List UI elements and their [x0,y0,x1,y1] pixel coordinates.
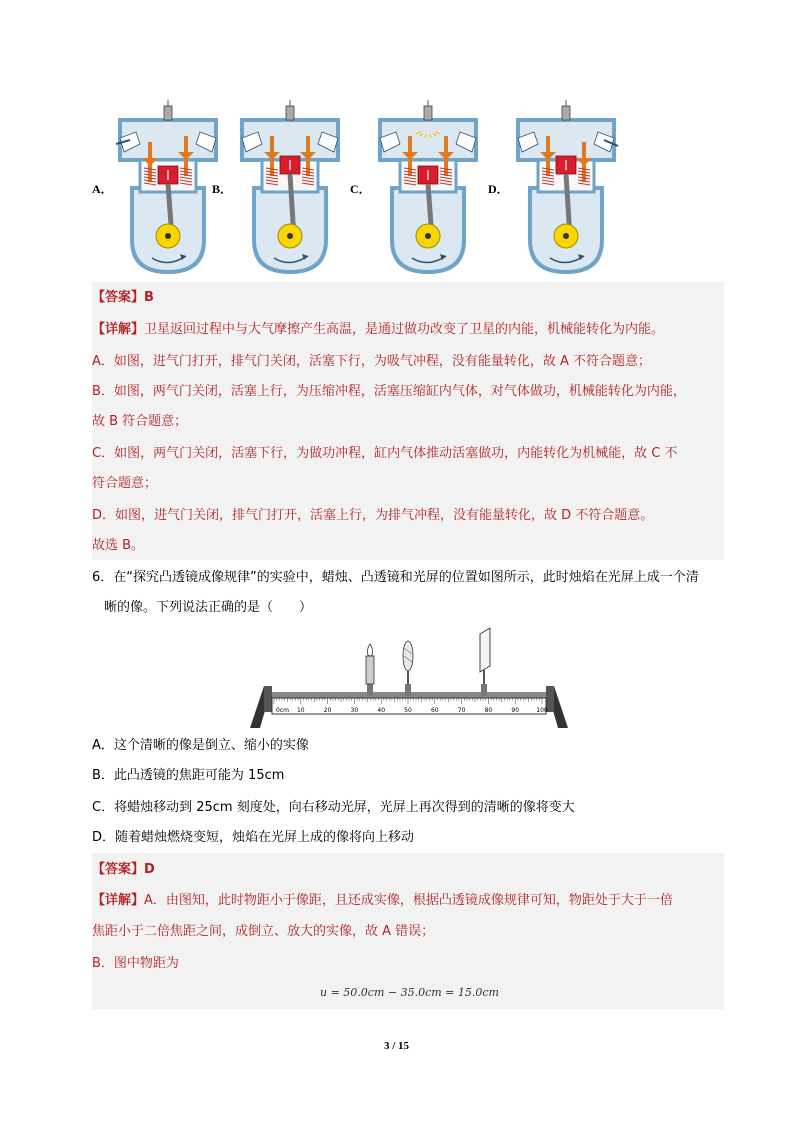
option-d: D．随着蜡烛燃烧变短，烛焰在光屏上成的像将向上移动 [92,830,415,845]
optical-bench-diagram [250,626,570,730]
engine-label-d: D． [488,182,509,196]
detail-c: C．如图，两气门关闭，活塞下行，为做功冲程，缸内气体推动活塞做功，内能转化为机械能，故 C 不 [92,446,678,461]
ruler-label: 70 [457,707,466,714]
ruler-label: 80 [484,707,493,714]
detail-text: A．由图知，此时物距小于像距，且还成实像，根据凸透镜成像规律可知，物距处于大于一倍 [144,893,673,908]
ruler-label: 30 [350,707,359,714]
ruler-label: 100 [536,707,548,714]
ruler-label: 60 [430,707,439,714]
detail-text: 卫星返回过程中与大气摩擦产生高温，是通过做功改变了卫星的内能，机械能转化为内能。 [144,322,665,337]
ruler-label: 20 [323,707,332,714]
ruler-label: 0cm [276,707,289,714]
detail-tag: 【详解】 [92,322,145,337]
answer-value: B [144,290,154,305]
answer-value: D [144,862,155,877]
detail-a: A．如图，进气门打开，排气门关闭，活塞下行，为吸气冲程，没有能量转化，故 A 不符合题意； [92,354,652,369]
ruler-label: 10 [296,707,305,714]
formula-object-distance: u = 50.0cm − 35.0cm = 15.0cm [320,986,499,999]
engine-diagram-b [234,100,346,275]
answer-tag: 【答案】 [92,862,145,877]
page-number: 3 / 15 [383,1040,410,1052]
question-6-stem-cont: 晰的像。下列说法正确的是（ ） [104,600,313,615]
optical-bench-svg [250,626,570,730]
engine-option-b [212,100,350,280]
answer-tag: 【答案】 [92,290,145,305]
engine-option-a [92,100,233,280]
convex-lens [403,641,413,696]
detail-b-cont: 故 B 符合题意； [92,414,188,429]
option-c: C．将蜡烛移动到 25cm 刻度处，向右移动光屏，光屏上再次得到的清晰的像将变大 [92,800,575,815]
ruler-label: 40 [377,707,386,714]
answer-line-q6 [92,860,155,880]
engine-label-a: A． [92,182,113,196]
engine-diagram-a [112,100,224,275]
answer-line-q5 [92,288,154,308]
light-screen [480,628,490,696]
left-end-block [264,686,272,712]
detail-c-cont: 符合题意； [92,476,158,491]
engine-diagrams [92,100,732,280]
detail-conclusion: 故选 B。 [92,538,145,553]
detail-b: B．如图，两气门关闭，活塞上行，为压缩冲程，活塞压缩缸内气体，对气体做功，机械能转化为内能， [92,384,686,399]
detail-line-q6 [92,891,673,911]
ruler-label: 90 [511,707,520,714]
detail-tag: 【详解】 [92,893,145,908]
candle [366,644,374,696]
detail-line-q6-3: B．图中物距为 [92,956,179,971]
detail-line-q6-2: 焦距小于二倍焦距之间，成倒立、放大的实像，故 A 错误； [92,924,435,939]
detail-d: D．如图，进气门关闭，排气门打开，活塞上行，为排气冲程，没有能量转化，故 D 不符合题意。 [92,508,654,523]
option-b: B．此凸透镜的焦距可能为 15cm [92,768,285,783]
engine-option-c [350,100,488,280]
engine-diagram-d [510,100,622,275]
option-a: A．这个清晰的像是倒立、缩小的实像 [92,738,309,753]
detail-line-q5 [92,320,664,340]
ruler-label: 50 [404,707,412,714]
engine-label-b: B． [212,182,233,196]
engine-option-d [488,100,626,280]
engine-diagram-c [372,100,484,275]
engine-label-c: C． [350,182,371,196]
question-6-stem: 6．在“探究凸透镜成像规律”的实验中，蜡烛、凸透镜和光屏的位置如图所示，此时烛焰在光屏上成一个清 [92,570,699,585]
